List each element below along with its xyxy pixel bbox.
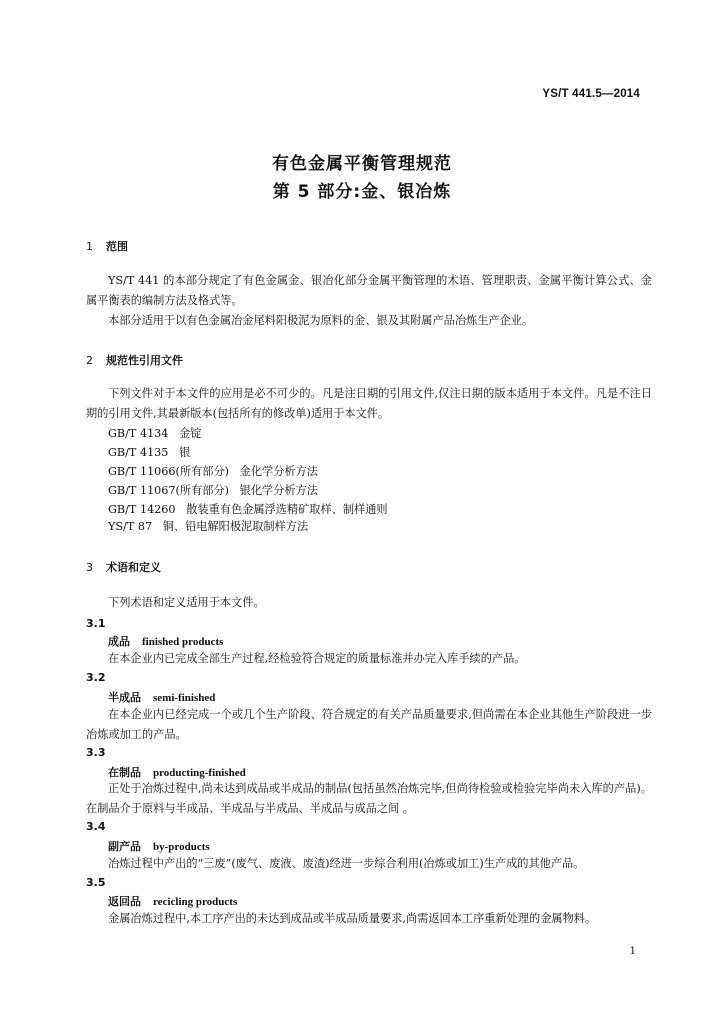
scope-paragraph-1: YS/T 441 的本部分规定了有色金属金、银冶化部分金属平衡管理的术语、管理职责、金属平衡计算公式、金属平衡表的编制方法及格式等。 — [86, 274, 652, 307]
term-chinese: 返回品 — [108, 895, 141, 908]
term-definition: 在本企业内已经完成一个或几个生产阶段、符合规定的有关产品质量要求,但尚需在本企业其他生产阶段进一步冶炼或加工的产品。 — [86, 708, 652, 741]
standard-code: YS/T 441.5—2014 — [542, 88, 640, 100]
term-definition: 正处于冶炼过程中,尚未达到成品或半成品的制品(包括虽然冶炼完毕,但尚待检验或检验完毕尚未入库的产品)。在制品介于原料与半成品、半成品与半成品、半成品与成品之间 。 — [86, 782, 652, 815]
term-heading — [108, 689, 215, 705]
section-title: 规范性引用文件 — [106, 354, 183, 367]
term-english: producting-finished — [153, 767, 246, 779]
references-intro-paragraph: 下列文件对于本文件的应用是必不可少的。凡是注日期的引用文件,仅注日期的版本适用于本文件。凡是不注日期的引用文件,其最新版本(包括所有的修改单)适用于本文件。 — [86, 387, 652, 420]
term-number: 3.2 — [86, 671, 106, 684]
section-1-heading — [86, 238, 128, 254]
section-number: 2 — [86, 354, 93, 367]
term-number: 3.4 — [86, 820, 106, 833]
section-3-heading — [86, 559, 161, 575]
term-chinese: 在制品 — [108, 766, 141, 779]
term-heading — [108, 893, 237, 909]
section-title: 范围 — [106, 240, 128, 253]
section-number: 3 — [86, 561, 93, 574]
term-english: finished products — [142, 636, 224, 648]
page-number: 1 — [629, 946, 636, 957]
term-heading — [108, 764, 246, 780]
document-title: 有色金属平衡管理规范 — [272, 154, 452, 174]
section-number: 1 — [86, 240, 93, 253]
term-chinese: 副产品 — [108, 840, 141, 853]
scope-paragraph-2: 本部分适用于以有色金属冶金尾料阳极泥为原料的金、银及其附属产品冶炼生产企业。 — [108, 314, 534, 327]
section-title: 术语和定义 — [106, 561, 161, 574]
term-heading — [108, 633, 223, 649]
reference-item: YS/T 87 铜、铅电解阳极泥取制样方法 — [108, 520, 309, 533]
section-2-heading — [86, 352, 183, 368]
term-definition: 在本企业内已完成全部生产过程,经检验符合规定的质量标准并办完入库手续的产品。 — [108, 652, 526, 665]
term-chinese: 半成品 — [108, 691, 141, 704]
term-number: 3.3 — [86, 746, 106, 759]
term-number: 3.1 — [86, 617, 106, 630]
reference-item: GB/T 4135 银 — [108, 446, 191, 459]
reference-item: GB/T 14260 散装重有色金属浮选精矿取样、制样通则 — [108, 503, 388, 516]
term-english: by-products — [153, 841, 210, 853]
term-chinese: 成品 — [108, 635, 130, 648]
reference-item: GB/T 11066(所有部分) 金化学分析方法 — [108, 465, 318, 478]
term-english: semi-finished — [153, 692, 216, 704]
document-subtitle: 第 5 部分:金、银冶炼 — [272, 182, 452, 202]
term-heading — [108, 838, 210, 854]
term-english: recicling products — [153, 896, 238, 908]
term-number: 3.5 — [86, 876, 106, 889]
term-definition: 金属冶炼过程中,本工序产出的未达到成品或半成品质量要求,尚需返回本工序重新处理的金属物料。 — [108, 912, 597, 925]
reference-item: GB/T 11067(所有部分) 银化学分析方法 — [108, 484, 318, 497]
term-definition: 冶炼过程中产出的“三废”(废气、废液、废渣)经进一步综合利用(冶炼或加工)生产成的其他产品。 — [108, 857, 585, 870]
reference-item: GB/T 4134 金锭 — [108, 427, 202, 440]
terms-intro: 下列术语和定义适用于本文件。 — [108, 596, 265, 609]
